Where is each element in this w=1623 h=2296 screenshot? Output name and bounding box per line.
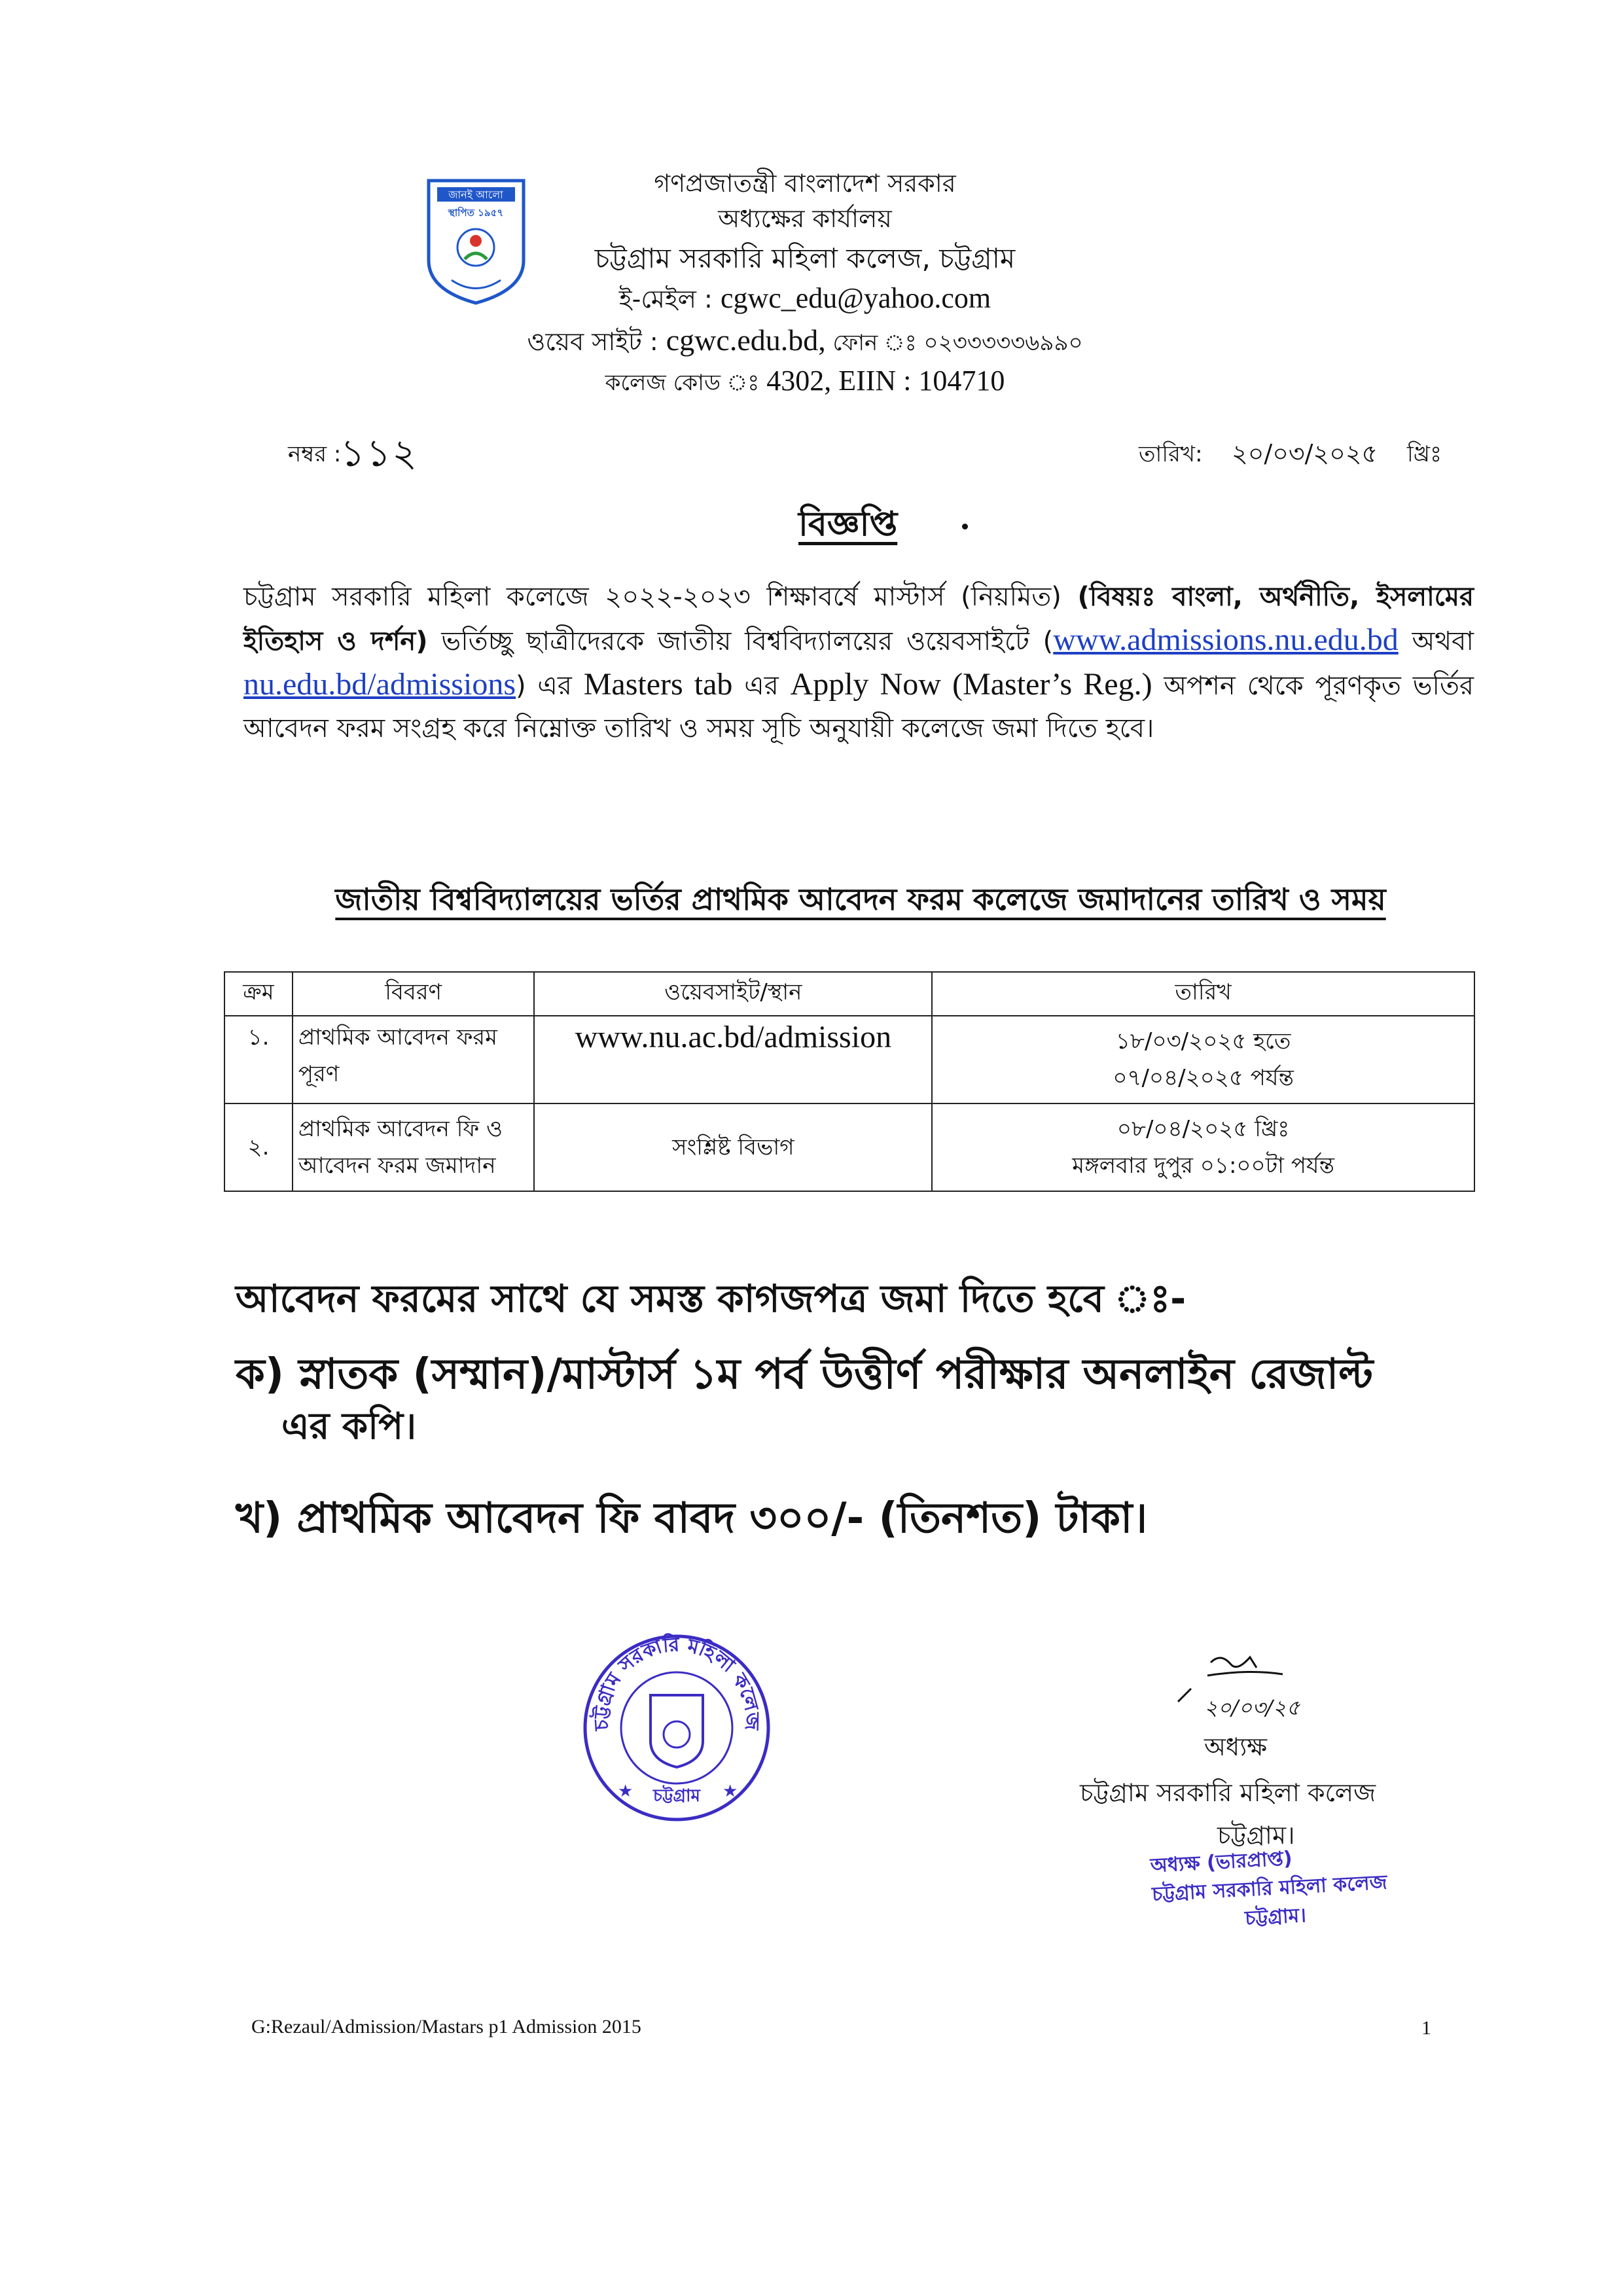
row2-date-line2: মঙ্গলবার দুপুর ০১:০০টা পর্যন্ত <box>1072 1153 1334 1179</box>
website-label: ওয়েব সাইট : <box>527 327 666 356</box>
para-text-1: চট্টগ্রাম সরকারি মহিলা কলেজে ২০২২-২০২৩ শিক্ষাবর্ষে মাস্টার্স (নিয়মিত) <box>243 582 1078 612</box>
signatory-college: চট্টগ্রাম সরকারি মহিলা কলেজ <box>1080 1778 1376 1807</box>
row1-place[interactable]: www.nu.ac.bd/admission <box>534 1016 932 1103</box>
row2-description <box>293 1103 535 1191</box>
schedule-heading: জাতীয় বিশ্ববিদ্যালয়ের ভর্তির প্রাথমিক আবেদন ফরম কলেজে জমাদানের তারিখ ও সময় <box>335 882 1386 917</box>
header-office: অধ্যক্ষের কার্যালয় <box>718 204 892 233</box>
website-link[interactable]: cgwc.edu.bd, <box>666 323 826 357</box>
row2-description-line1: প্রাথমিক আবেদন ফি ও <box>298 1116 503 1142</box>
footer-file-path: G:Rezaul/Admission/Mastars p1 Admission 2015 <box>251 2016 641 2037</box>
requirement-item-a <box>236 1348 1373 1453</box>
stamp-line2: চট্টগ্রাম সরকারি মহিলা কলেজ <box>1151 1871 1388 1907</box>
header-government: গণপ্রজাতন্ত্রী বাংলাদেশ সরকার <box>654 169 956 198</box>
table-row <box>224 1103 1474 1191</box>
col-description: বিবরণ <box>293 972 535 1016</box>
row2-description-line2: আবেদন ফরম জমাদান <box>298 1153 496 1179</box>
row2-date-line1: ০৮/০৪/২০২৫ খ্রিঃ <box>1116 1116 1290 1142</box>
logo-text-mid: স্থাপিত ১৯৫৭ <box>448 207 504 219</box>
svg-text:চট্টগ্রাম সরকারি মহিলা কলেজ <box>589 1632 764 1732</box>
notice-title: বিজ্ঞপ্তি <box>798 505 898 544</box>
stamp-line3: চট্টগ্রাম। <box>1244 1904 1307 1931</box>
masters-tab-text: Masters tab <box>583 667 733 702</box>
principal-stamp <box>1150 1840 1389 1939</box>
header-college: চট্টগ্রাম সরকারি মহিলা কলেজ, চট্টগ্রাম <box>594 242 1016 274</box>
signatory-title: অধ্যক্ষ <box>1204 1732 1268 1761</box>
para-text-6: অপশন থেকে পূরণকৃত ভর্তির আবেদন ফরম সংগ্রহ করে নিম্নোক্ত তারিখ ও সময় সূচি অনুযায়ী কলেজে জমা দিতে হবে। <box>243 671 1474 744</box>
header-email-line <box>458 281 1152 316</box>
requirement-a-line1: ক) স্নাতক (সম্মান)/মাস্টার্স ১ম পর্ব উত্তীর্ণ পরীক্ষার অনলাইন রেজাল্ট <box>236 1350 1374 1399</box>
para-text-2: ভর্তিচ্ছু ছাত্রীদেরকে জাতীয় বিশ্ববিদ্যালয়ের ওয়েবসাইটে ( <box>427 626 1054 656</box>
row2-date <box>932 1103 1474 1191</box>
requirement-a-line2: এর কপি। <box>281 1405 417 1448</box>
col-serial: ক্রম <box>224 972 293 1016</box>
row2-serial: ২. <box>224 1103 293 1191</box>
email-label: ই-মেইল : <box>618 285 721 314</box>
row1-date-line1: ১৮/০৩/২০২৫ হতে <box>1115 1028 1291 1054</box>
para-text-4: ) এর <box>516 671 584 701</box>
nu-admissions-link[interactable]: nu.edu.bd/admissions <box>243 667 516 702</box>
header-website-line <box>458 322 1152 358</box>
para-subjects: (বিষয়ঃ বাংলা, অর্থনীতি, ইসলামের ইতিহাস ও দর্শন) <box>243 582 1474 656</box>
table-row <box>224 1016 1474 1103</box>
reference-number: ১১২ <box>340 431 418 475</box>
seal-star-right: ★ <box>722 1782 738 1801</box>
email-link[interactable]: cgwc_edu@yahoo.com <box>720 282 991 314</box>
notice-paragraph <box>243 576 1474 750</box>
page-number: 1 <box>1421 2017 1431 2039</box>
title-dot <box>962 524 968 529</box>
seal-ring-text: চট্টগ্রাম সরকারি মহিলা কলেজ <box>590 1633 764 1731</box>
seal-star-left: ★ <box>618 1782 633 1801</box>
requirement-item-b: খ) প্রাথমিক আবেদন ফি বাবদ ৩০০/- (তিনশত) টাকা। <box>236 1494 1148 1543</box>
college-seal <box>579 1630 775 1826</box>
col-place: ওয়েবসাইট/স্থান <box>534 972 932 1016</box>
requirements-heading: আবেদন ফরমের সাথে যে সমস্ত কাগজপত্র জমা দিতে হবে ঃ- <box>236 1276 1186 1321</box>
admissions-link[interactable]: www.admissions.nu.edu.bd <box>1053 622 1399 657</box>
date-label: তারিখ: <box>1139 441 1203 467</box>
col-date: তারিখ <box>932 972 1474 1016</box>
college-code: 4302, EIIN : 104710 <box>766 365 1005 397</box>
signature-date: ২০/০৩/২৫ <box>1204 1695 1300 1720</box>
row2-place: সংশ্লিষ্ট বিভাগ <box>534 1103 932 1191</box>
phone-label: ফোন ঃ <box>825 330 924 356</box>
row1-date <box>932 1016 1474 1103</box>
stamp-line1: অধ্যক্ষ (ভারপ্রাপ্ত) <box>1150 1847 1293 1878</box>
signatory-city: চট্টগ্রাম। <box>1217 1821 1295 1850</box>
schedule-table <box>224 971 1475 1192</box>
row1-date-line2: ০৭/০৪/২০২৫ পর্যন্ত <box>1113 1065 1294 1091</box>
seal-bottom-text: চট্টগ্রাম <box>653 1786 700 1806</box>
para-text-3: অথবা <box>1398 626 1474 656</box>
apply-now-text: Apply Now (Master’s Reg.) <box>790 667 1152 702</box>
para-text-5: এর <box>732 671 791 701</box>
phone-number: ০২৩৩৩৩৩৬৯৯০ <box>923 330 1083 356</box>
row1-description: প্রাথমিক আবেদন ফরম পূরণ <box>293 1016 535 1103</box>
logo-text-top: জানই আলো <box>448 188 503 201</box>
code-label: কলেজ কোড ঃ <box>605 370 767 396</box>
notice-date: ২০/০৩/২০২৫ <box>1232 439 1378 468</box>
reference-label: নম্বর : <box>288 441 342 467</box>
date-suffix: খ্রিঃ <box>1407 441 1442 467</box>
table-header-row <box>224 972 1474 1016</box>
row1-serial: ১. <box>224 1016 293 1103</box>
signature <box>1171 1649 1302 1734</box>
header-code-line <box>458 364 1152 399</box>
